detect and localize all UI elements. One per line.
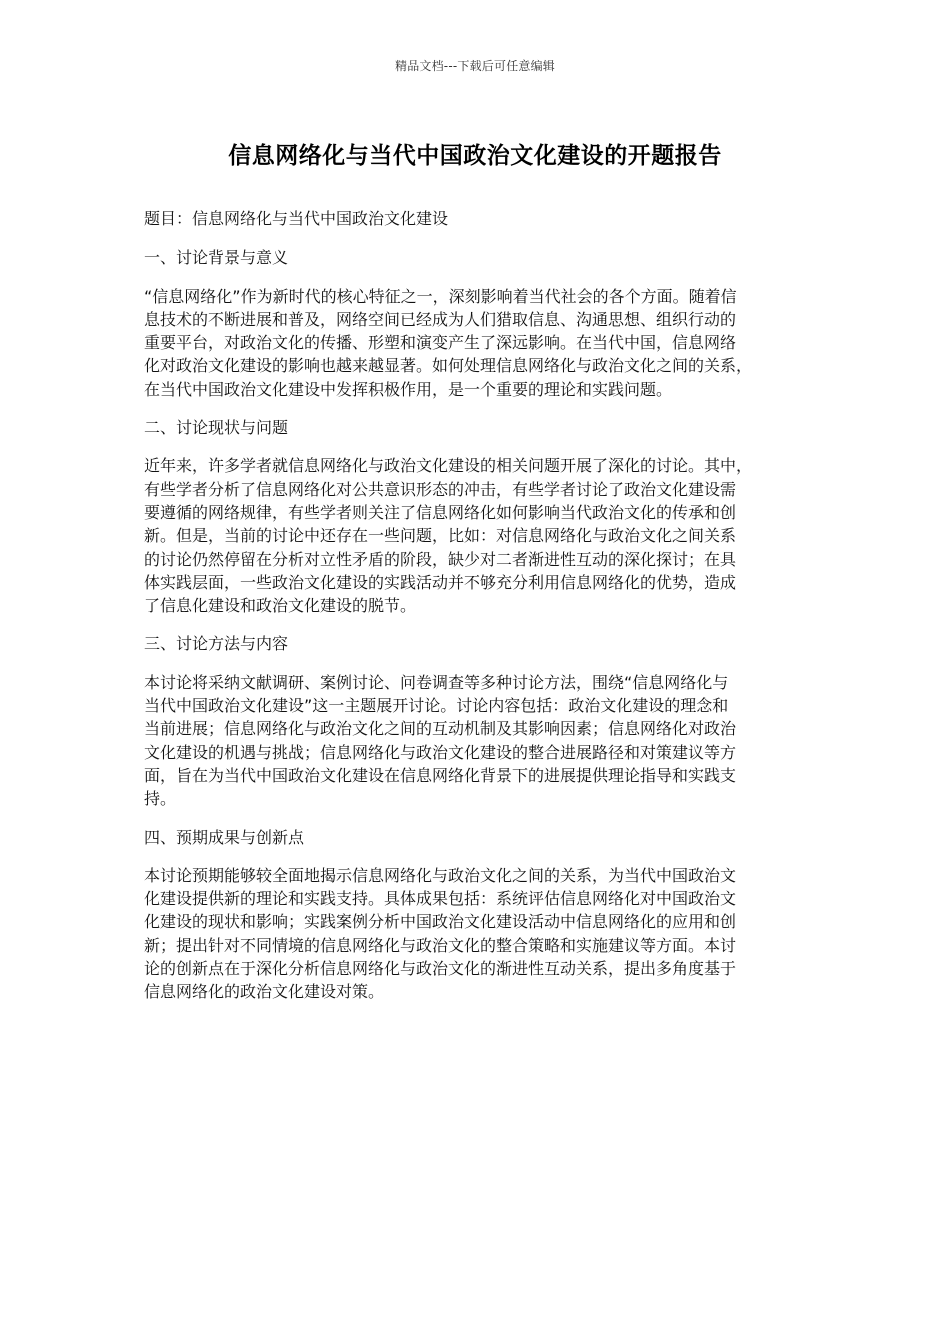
section-status xyxy=(144,416,804,617)
section-paragraph xyxy=(144,671,804,811)
paragraph-line: 化对政治文化建设的影响也越来越显著。如何处理信息网络化与政治文化之间的关系， xyxy=(144,356,753,376)
paragraph-line: 持。 xyxy=(144,789,177,809)
section-heading: 四、预期成果与创新点 xyxy=(144,827,305,847)
paragraph-line: 信息网络化的政治文化建设对策。 xyxy=(144,982,385,1002)
section-heading: 三、讨论方法与内容 xyxy=(144,634,289,654)
paragraph-line: 论的创新点在于深化分析信息网络化与政治文化的渐进性互动关系，提出多角度基于 xyxy=(144,959,737,979)
paragraph-line: “信息网络化”作为新时代的核心特征之一，深刻影响着当代社会的各个方面。随着信 xyxy=(144,286,737,306)
header-note: 精品文档---下载后可任意编辑 xyxy=(395,59,555,73)
section-paragraph xyxy=(144,454,804,617)
paragraph-line: 在当代中国政治文化建设中发挥积极作用，是一个重要的理论和实践问题。 xyxy=(144,379,673,399)
paragraph-line: 的讨论仍然停留在分析对立性矛盾的阶段，缺少对二者渐进性互动的深化探讨；在具 xyxy=(144,549,737,569)
paragraph-line: 息技术的不断进展和普及，网络空间已经成为人们猎取信息、沟通思想、组织行动的 xyxy=(144,309,737,329)
section-outcomes xyxy=(144,826,804,1004)
section-background xyxy=(144,246,804,401)
paragraph-line: 当代中国政治文化建设”这一主题展开讨论。讨论内容包括：政治文化建设的理念和 xyxy=(144,696,729,716)
paragraph-line: 重要平台，对政治文化的传播、形塑和演变产生了深远影响。在当代中国，信息网络 xyxy=(144,333,737,353)
paragraph-line: 新。但是，当前的讨论中还存在一些问题，比如：对信息网络化与政治文化之间关系 xyxy=(144,526,737,546)
document-title: 信息网络化与当代中国政治文化建设的开题报告 xyxy=(228,143,722,169)
section-paragraph xyxy=(144,285,804,401)
paragraph-line: 了信息化建设和政治文化建设的脱节。 xyxy=(144,596,417,616)
paragraph-line: 体实践层面，一些政治文化建设的实践活动并不够充分利用信息网络化的优势，造成 xyxy=(144,572,737,592)
paragraph-line: 有些学者分析了信息网络化对公共意识形态的冲击，有些学者讨论了政治文化建设需 xyxy=(144,479,737,499)
paragraph-line: 文化建设的机遇与挑战；信息网络化与政治文化建设的整合进展路径和对策建议等方 xyxy=(144,742,737,762)
paragraph-line: 当前进展；信息网络化与政治文化之间的互动机制及其影响因素；信息网络化对政治 xyxy=(144,719,737,739)
document-body xyxy=(144,207,804,1019)
section-heading: 一、讨论背景与意义 xyxy=(144,248,289,268)
section-heading: 二、讨论现状与问题 xyxy=(144,418,289,438)
paragraph-line: 本讨论预期能够较全面地揭示信息网络化与政治文化之间的关系，为当代中国政治文 xyxy=(144,865,737,885)
paragraph-line: 面，旨在为当代中国政治文化建设在信息网络化背景下的进展提供理论指导和实践支 xyxy=(144,765,737,785)
subject-line: 题目：信息网络化与当代中国政治文化建设 xyxy=(144,209,449,228)
paragraph-line: 近年来，许多学者就信息网络化与政治文化建设的相关问题开展了深化的讨论。其中， xyxy=(144,456,753,476)
paragraph-line: 新；提出针对不同情境的信息网络化与政治文化的整合策略和实施建议等方面。本讨 xyxy=(144,935,737,955)
paragraph-line: 要遵循的网络规律，有些学者则关注了信息网络化如何影响当代政治文化的传承和创 xyxy=(144,502,737,522)
paragraph-line: 本讨论将采纳文献调研、案例讨论、问卷调查等多种讨论方法，围绕“信息网络化与 xyxy=(144,672,729,692)
section-paragraph xyxy=(144,864,804,1004)
paragraph-line: 化建设提供新的理论和实践支持。具体成果包括：系统评估信息网络化对中国政治文 xyxy=(144,889,737,909)
section-methods xyxy=(144,632,804,810)
paragraph-line: 化建设的现状和影响；实践案例分析中国政治文化建设活动中信息网络化的应用和创 xyxy=(144,912,737,932)
